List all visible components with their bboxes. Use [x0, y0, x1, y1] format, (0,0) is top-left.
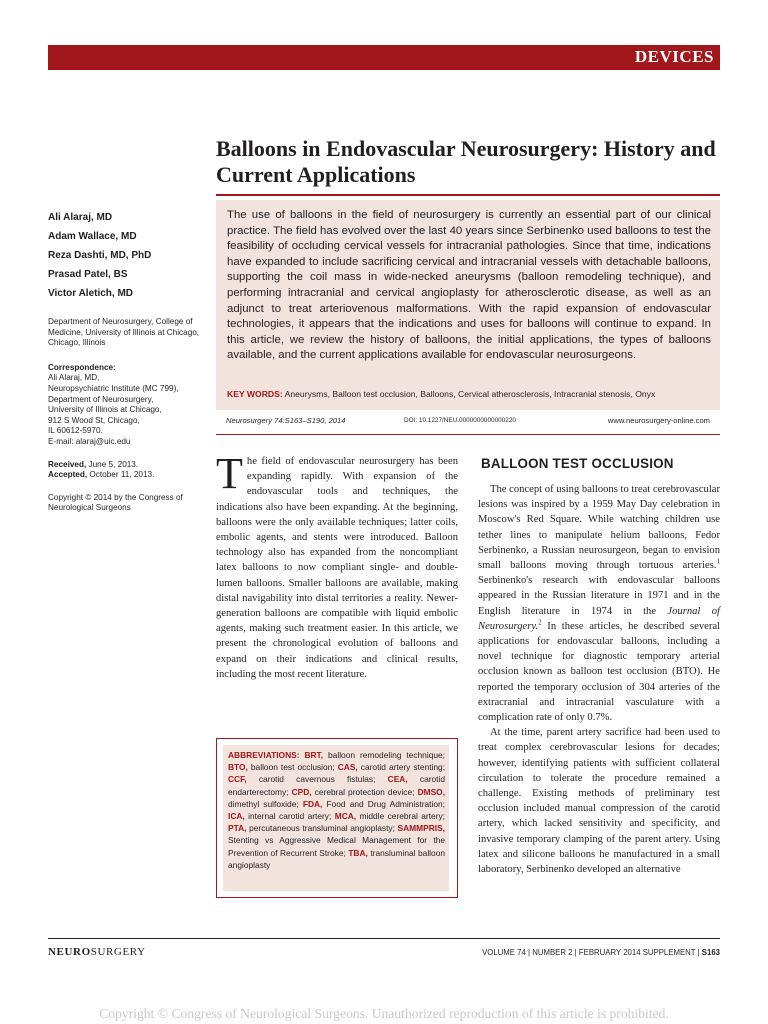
- keywords-list: Aneurysms, Balloon test occlusion, Balloons, Cervical atherosclerosis, Intracranial stenosis, Onyx: [284, 389, 656, 399]
- accepted-date: Accepted, October 11, 2013.: [48, 470, 155, 480]
- journal-url[interactable]: www.neurosurgery-online.com: [607, 416, 710, 425]
- abstract-box: [216, 200, 720, 410]
- affiliation: Department of Neurosurgery, College of Medicine, University of Illinois at Chicago, Chicago, Illinois: [48, 317, 200, 348]
- correspondence-line: IL 60612-5970.: [48, 426, 103, 436]
- author-name: Reza Dashti, MD, PhD: [48, 250, 152, 261]
- copyright-watermark: Copyright © Congress of Neurological Surgeons. Unauthorized reproduction of this article is prohibited.: [99, 1006, 669, 1021]
- author-list: [48, 208, 208, 303]
- page-number: S163: [701, 948, 720, 957]
- drop-cap: T: [216, 449, 243, 498]
- correspondence-address: [48, 373, 208, 447]
- article-title: Balloons in Endovascular Neurosurgery: History and Current Applications: [216, 136, 716, 187]
- citation-bar: [216, 415, 720, 429]
- correspondence-heading: Correspondence:: [48, 362, 116, 372]
- author-name: Victor Aletich, MD: [48, 288, 134, 299]
- author-name: Prasad Patel, BS: [48, 269, 128, 280]
- body-column-left: [216, 449, 458, 682]
- correspondence-line: University of Illinois at Chicago,: [48, 405, 162, 415]
- section-heading: BALLOON TEST OCCLUSION: [481, 456, 674, 471]
- keywords-label: KEY WORDS:: [227, 389, 283, 399]
- body-paragraph: The concept of using balloons to treat cerebrovascular lesions was inspired by a 1959 May Day celebration in Moscow's Red Square. While watching children use tether lines to manipulate helium balloons, Fedor Serbinenko, a Russian neurosurgeon, began to envision small balloons moving through tortuous arteries.$^1$ Serbinenko's research with endovascular balloons appeared in the Russian literature in 1971 and in the English literature in 1974 in the Journal of Neurosurgery.$^2$ In these articles, he described several applications for endovascular balloons, including a novel technique for diagnostic temporary arterial occlusion known as balloon test occlusion (BTO). He reported the temporary occlusion of 304 arteries of the extracranial and intracranial vasculature with a complication rate of only 0.7%.: [478, 484, 720, 724]
- article-dates: [48, 460, 208, 481]
- author-sidebar: [48, 208, 208, 514]
- intro-paragraph: The field of endovascular neurosurgery has been expanding rapidly. With expansion of the endovascular tools and techniques, the indications also have been expanding. At the beginning, balloons were the only available techniques; latter coils, embolic agents, and stents were introduced. Balloon technology also has expanded from the noncompliant latex balloons to now compliant single- and double-lumen balloons. Smaller balloons are available, making distal navigability into distal territories a reality. Newer-generation balloons are compatible with liquid embolic agents, making such treatment easier. In this article, we present the chronological evolution of balloons and expand on their indications and clinical results, including the most recent literature.: [216, 449, 458, 680]
- issue-info: VOLUME 74 | NUMBER 2 | FEBRUARY 2014 SUPPLEMENT | S163: [482, 948, 720, 957]
- title-divider: [216, 194, 720, 196]
- correspondence-email[interactable]: E-mail: alaraj@uic.edu: [48, 436, 131, 446]
- copyright-notice: Copyright © 2014 by the Congress of Neurological Surgeons: [48, 492, 183, 513]
- abstract-text: The use of balloons in the field of neurosurgery is currently an essential part of our clinical practice. The field has evolved over the last 40 years since Serbinenko used balloons to test the feasibility of occluding cervical vessels for intracranial pathologies. Since that time, indications have expanded to include sacrificing cervical and intracranial vessels with detachable balloons, supporting the coil mass in wide-necked aneurysms (balloon remodeling technique), and performing intracranial and cervical angioplasty for atherosclerotic disease, as well as an adjunct to treat arteriovenous malformations. With the rapid expansion of endovascular technologies, it appears that the indications and uses for balloons will continue to expand. In this article, we review the history of balloons, the initial applications, the types of balloons available, and the current applications available for endovascular neurosurgeons.: [227, 209, 711, 362]
- abbreviations-list: ABBREVIATIONS: BRT, balloon remodeling technique; BTO, balloon test occlusion; CAS, carotid artery stenting; CCF, carotid cavernous fistulas; CEA, carotid endarterectomy; CPD, cerebral protection device; DMSO, dimethyl sulfoxide; FDA, Food and Drug Administration; ICA, internal carotid artery; MCA, middle cerebral artery; PTA, percutaneous transluminal angioplasty; SAMMPRIS, Stenting vs Aggressive Medical Management for the Prevention of Recurrent Stroke; TBA, transluminal balloon angioplasty: [223, 745, 449, 891]
- correspondence-line: Ali Alaraj, MD,: [48, 373, 100, 383]
- correspondence-line: 912 S Wood St, Chicago,: [48, 415, 140, 425]
- correspondence-line: Department of Neurosurgery,: [48, 394, 154, 404]
- footer-divider: [48, 938, 720, 939]
- author-name: Ali Alaraj, MD: [48, 212, 113, 223]
- journal-name: NEUROSURGERY: [48, 946, 146, 958]
- journal-citation: Neurosurgery 74:S163–S190, 2014: [226, 416, 346, 425]
- reference-marker[interactable]: 2: [538, 618, 542, 627]
- reference-marker[interactable]: 1: [716, 557, 720, 566]
- received-date: Received, June 5, 2013.: [48, 459, 139, 469]
- author-name: Adam Wallace, MD: [48, 231, 137, 242]
- section-label: DEVICES: [634, 47, 714, 66]
- doi[interactable]: DOI: 10.1227/NEU.0000000000000220: [404, 417, 516, 424]
- citation-divider: [216, 434, 720, 435]
- section-banner: [48, 45, 720, 70]
- abbreviations-box: [216, 738, 458, 898]
- correspondence-line: Neuropsychiatric Institute (MC 799),: [48, 383, 179, 393]
- keywords: [227, 389, 717, 400]
- body-column-right: [478, 454, 720, 877]
- body-paragraph: At the time, parent artery sacrifice had been used to treat complex cerebrovascular lesions for decades; however, identifying patients with sufficient collateral circulation to tolerate the procedure remained a challenge. Existing methods of preliminary test occlusion included manual compression of the carotid artery, which lacked sensitivity and specificity, and invasive temporary clamping of the parent artery. Using latex and silicone balloons he manufactured in a small laboratory, Serbinenko developed an alternative: [478, 727, 720, 876]
